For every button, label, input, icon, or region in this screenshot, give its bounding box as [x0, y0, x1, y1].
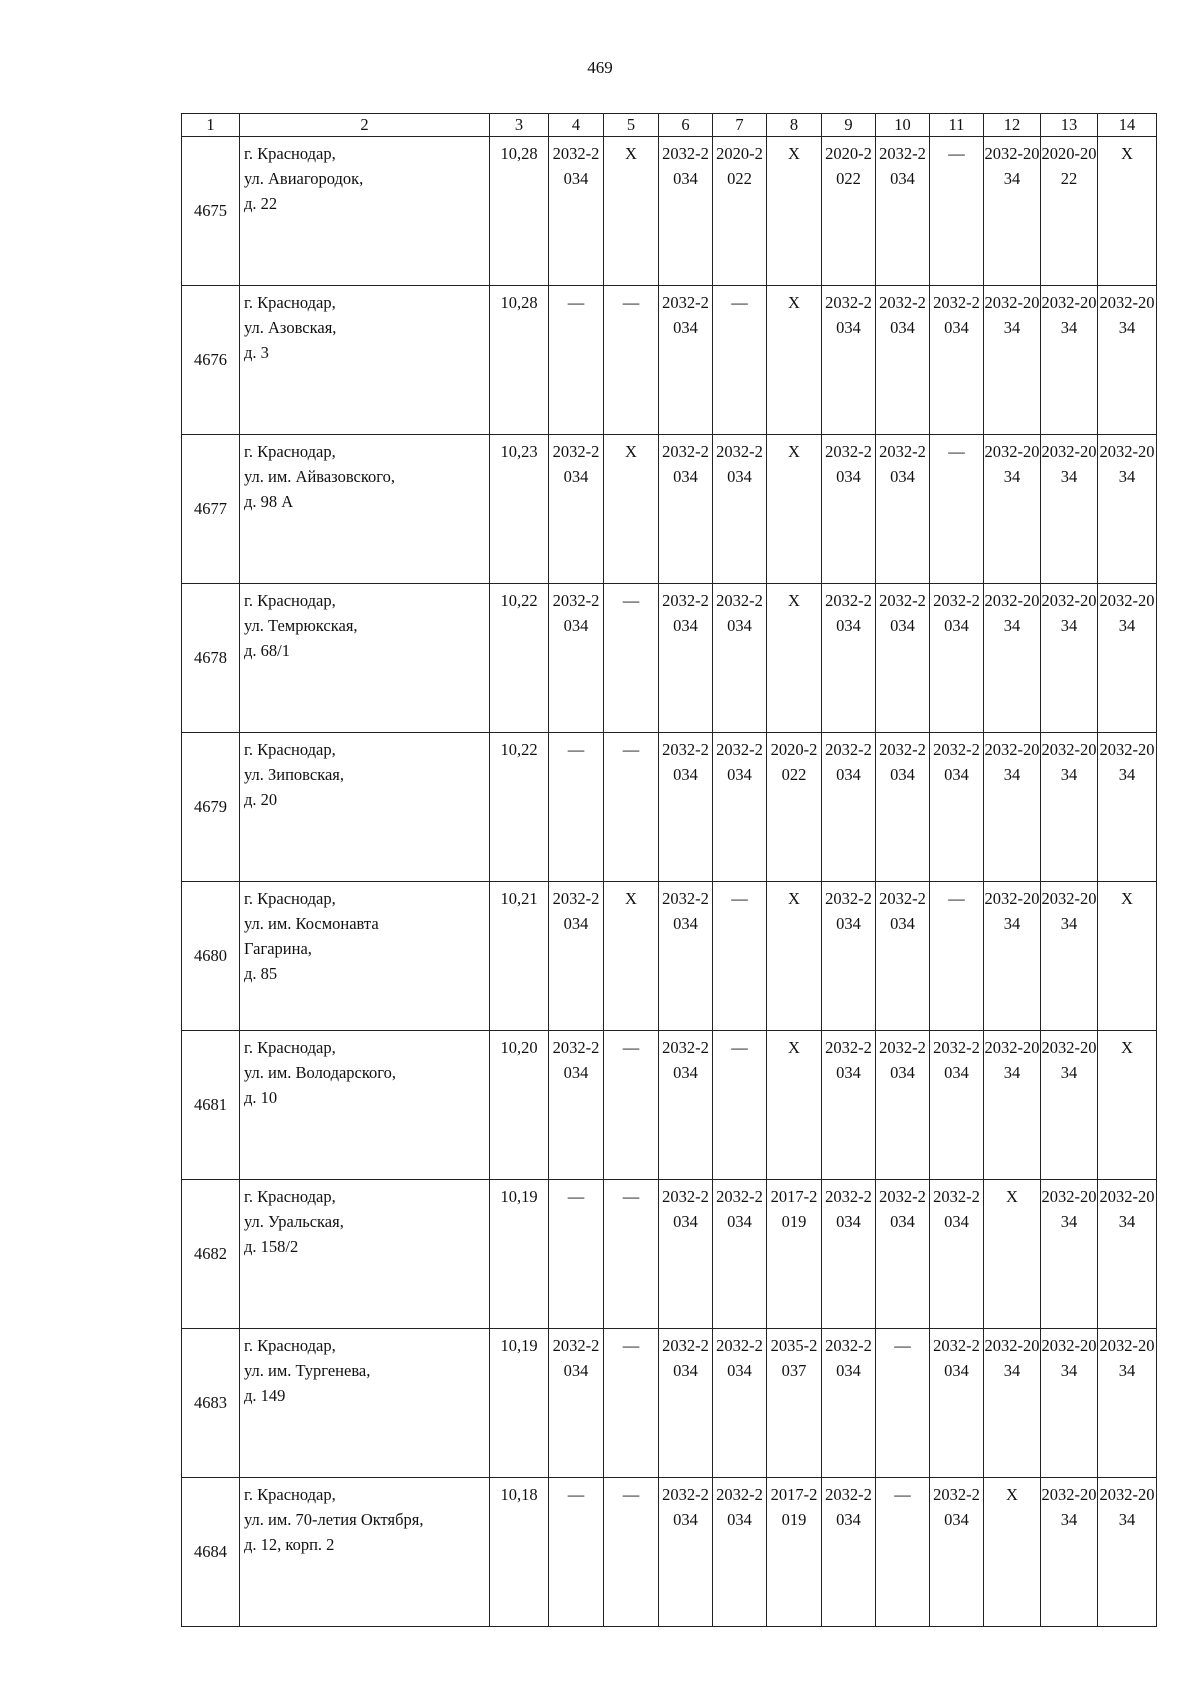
address-line: г. Краснодар, — [244, 1485, 336, 1504]
table-row — [182, 584, 1157, 733]
period-cell: 2032-2034 — [822, 1180, 876, 1329]
period-cell: Х — [1098, 1031, 1157, 1180]
column-header: 5 — [604, 114, 659, 137]
address-cell — [240, 286, 490, 435]
address-line: г. Краснодар, — [244, 1336, 336, 1355]
address-line: г. Краснодар, — [244, 442, 336, 461]
period-cell: 2032-2034 — [984, 733, 1041, 882]
address-line: ул. им. 70-летия Октября, — [244, 1510, 424, 1529]
period-cell: 2032-2034 — [1098, 286, 1157, 435]
period-cell: — — [604, 733, 659, 882]
address-line: д. 10 — [244, 1088, 278, 1107]
period-cell: 2032-2034 — [984, 286, 1041, 435]
address-line: ул. Уральская, — [244, 1212, 344, 1231]
period-cell: 2032-2034 — [930, 1180, 984, 1329]
area-cell: 10,21 — [490, 882, 549, 1031]
period-cell: 2032-2034 — [984, 435, 1041, 584]
area-cell: 10,18 — [490, 1478, 549, 1627]
period-cell: 2032-2034 — [1041, 882, 1098, 1031]
area-cell: 10,28 — [490, 137, 549, 286]
period-cell: 2032-2034 — [1098, 733, 1157, 882]
period-cell: 2017-2019 — [767, 1180, 822, 1329]
period-cell: — — [604, 1329, 659, 1478]
address-line: д. 12, корп. 2 — [244, 1535, 335, 1554]
address-line: д. 158/2 — [244, 1237, 299, 1256]
column-header: 2 — [240, 114, 490, 137]
address-line: ул. им. Айвазовского, — [244, 467, 396, 486]
period-cell: 2032-2034 — [822, 286, 876, 435]
period-cell: 2032-2034 — [822, 1329, 876, 1478]
period-cell: 2032-2034 — [876, 1031, 930, 1180]
period-cell: 2032-2034 — [1098, 1478, 1157, 1627]
period-cell: 2032-2034 — [984, 137, 1041, 286]
period-cell: — — [876, 1329, 930, 1478]
period-cell: 2035-2037 — [767, 1329, 822, 1478]
address-line: д. 68/1 — [244, 641, 290, 660]
period-cell: 2032-2034 — [1041, 1329, 1098, 1478]
column-header: 11 — [930, 114, 984, 137]
address-cell — [240, 584, 490, 733]
address-cell — [240, 882, 490, 1031]
address-line: ул. Зиповская, — [244, 765, 345, 784]
period-cell: 2032-2034 — [930, 286, 984, 435]
period-cell: — — [549, 733, 604, 882]
column-header: 10 — [876, 114, 930, 137]
period-cell: 2032-2034 — [549, 1329, 604, 1478]
column-header: 6 — [659, 114, 713, 137]
period-cell: — — [604, 584, 659, 733]
period-cell: Х — [604, 882, 659, 1031]
address-line: ул. Азовская, — [244, 318, 337, 337]
register-table — [181, 113, 1157, 1627]
period-cell: Х — [984, 1478, 1041, 1627]
address-cell — [240, 1180, 490, 1329]
period-cell: 2032-2034 — [876, 1180, 930, 1329]
period-cell: 2032-2034 — [659, 1478, 713, 1627]
period-cell: — — [713, 882, 767, 1031]
period-cell: 2032-2034 — [876, 286, 930, 435]
period-cell: 2032-2034 — [822, 733, 876, 882]
period-cell: 2032-2034 — [1098, 1329, 1157, 1478]
area-cell: 10,28 — [490, 286, 549, 435]
period-cell: — — [604, 1031, 659, 1180]
period-cell: 2032-2034 — [659, 882, 713, 1031]
period-cell: 2032-2034 — [1098, 435, 1157, 584]
period-cell: Х — [984, 1180, 1041, 1329]
period-cell: — — [604, 286, 659, 435]
column-header: 3 — [490, 114, 549, 137]
period-cell: 2032-2034 — [713, 435, 767, 584]
address-line: ул. Темрюкская, — [244, 616, 358, 635]
period-cell: 2032-2034 — [984, 882, 1041, 1031]
period-cell: 2032-2034 — [1041, 1478, 1098, 1627]
period-cell: 2020-2022 — [1041, 137, 1098, 286]
address-line: д. 20 — [244, 790, 278, 809]
period-cell: — — [930, 137, 984, 286]
period-cell: — — [549, 1478, 604, 1627]
address-line: д. 85 — [244, 964, 278, 983]
period-cell: Х — [767, 1031, 822, 1180]
period-cell: 2032-2034 — [549, 584, 604, 733]
page-number: 469 — [587, 58, 613, 77]
period-cell: — — [549, 286, 604, 435]
row-number: 4681 — [182, 1031, 240, 1180]
address-line: г. Краснодар, — [244, 144, 336, 163]
column-header: 8 — [767, 114, 822, 137]
address-line: Гагарина, — [244, 939, 312, 958]
address-line: г. Краснодар, — [244, 889, 336, 908]
table-row — [182, 733, 1157, 882]
period-cell: 2017-2019 — [767, 1478, 822, 1627]
period-cell: 2032-2034 — [930, 1031, 984, 1180]
period-cell: 2032-2034 — [713, 1180, 767, 1329]
period-cell: 2032-2034 — [1041, 733, 1098, 882]
period-cell: 2032-2034 — [659, 435, 713, 584]
table-row — [182, 435, 1157, 584]
row-number: 4683 — [182, 1329, 240, 1478]
period-cell: 2032-2034 — [659, 1031, 713, 1180]
period-cell: — — [713, 286, 767, 435]
address-line: г. Краснодар, — [244, 591, 336, 610]
period-cell: 2032-2034 — [930, 733, 984, 882]
address-line: ул. им. Володарского, — [244, 1063, 397, 1082]
period-cell: — — [930, 882, 984, 1031]
period-cell: 2032-2034 — [549, 882, 604, 1031]
address-line: д. 149 — [244, 1386, 286, 1405]
column-header: 13 — [1041, 114, 1098, 137]
period-cell: 2032-2034 — [1041, 584, 1098, 733]
header-row — [182, 114, 1157, 137]
address-cell — [240, 1329, 490, 1478]
table-row — [182, 137, 1157, 286]
address-line: г. Краснодар, — [244, 1187, 336, 1206]
column-header: 4 — [549, 114, 604, 137]
period-cell: Х — [1098, 882, 1157, 1031]
period-cell: 2032-2034 — [822, 584, 876, 733]
period-cell: 2032-2034 — [822, 435, 876, 584]
period-cell: 2032-2034 — [876, 137, 930, 286]
address-line: ул. им. Космонавта — [244, 914, 379, 933]
address-line: ул. им. Тургенева, — [244, 1361, 371, 1380]
area-cell: 10,19 — [490, 1329, 549, 1478]
table-row — [182, 1180, 1157, 1329]
period-cell: 2032-2034 — [984, 584, 1041, 733]
period-cell: — — [604, 1180, 659, 1329]
period-cell: 2032-2034 — [1041, 1180, 1098, 1329]
period-cell: 2032-2034 — [659, 733, 713, 882]
period-cell: — — [713, 1031, 767, 1180]
address-line: г. Краснодар, — [244, 740, 336, 759]
period-cell: 2032-2034 — [1041, 1031, 1098, 1180]
period-cell: 2032-2034 — [876, 435, 930, 584]
address-line: г. Краснодар, — [244, 1038, 336, 1057]
period-cell: 2032-2034 — [984, 1031, 1041, 1180]
table-row — [182, 1478, 1157, 1627]
period-cell: 2032-2034 — [930, 584, 984, 733]
period-cell: — — [604, 1478, 659, 1627]
area-cell: 10,20 — [490, 1031, 549, 1180]
period-cell: Х — [604, 137, 659, 286]
table-row — [182, 1329, 1157, 1478]
period-cell: 2032-2034 — [549, 1031, 604, 1180]
period-cell: 2032-2034 — [713, 1329, 767, 1478]
row-number: 4676 — [182, 286, 240, 435]
period-cell: 2032-2034 — [1098, 1180, 1157, 1329]
column-header: 1 — [182, 114, 240, 137]
period-cell: 2032-2034 — [822, 1031, 876, 1180]
area-cell: 10,22 — [490, 733, 549, 882]
row-number: 4677 — [182, 435, 240, 584]
row-number: 4684 — [182, 1478, 240, 1627]
period-cell: 2032-2034 — [713, 584, 767, 733]
period-cell: 2032-2034 — [1098, 584, 1157, 733]
table-row — [182, 1031, 1157, 1180]
period-cell: 2032-2034 — [930, 1329, 984, 1478]
period-cell: 2032-2034 — [549, 435, 604, 584]
period-cell: 2020-2022 — [822, 137, 876, 286]
area-cell: 10,19 — [490, 1180, 549, 1329]
row-number: 4679 — [182, 733, 240, 882]
address-cell — [240, 137, 490, 286]
column-header: 7 — [713, 114, 767, 137]
period-cell: 2032-2034 — [876, 584, 930, 733]
period-cell: Х — [767, 584, 822, 733]
column-header: 12 — [984, 114, 1041, 137]
address-cell — [240, 1478, 490, 1627]
period-cell: 2032-2034 — [659, 1180, 713, 1329]
address-cell — [240, 435, 490, 584]
period-cell: 2020-2022 — [713, 137, 767, 286]
address-line: д. 22 — [244, 194, 278, 213]
period-cell: 2032-2034 — [822, 1478, 876, 1627]
column-header: 14 — [1098, 114, 1157, 137]
period-cell: Х — [767, 882, 822, 1031]
address-cell — [240, 1031, 490, 1180]
period-cell: Х — [604, 435, 659, 584]
period-cell: 2032-2034 — [659, 1329, 713, 1478]
period-cell: 2032-2034 — [549, 137, 604, 286]
period-cell: 2032-2034 — [930, 1478, 984, 1627]
address-line: г. Краснодар, — [244, 293, 336, 312]
period-cell: 2032-2034 — [1041, 435, 1098, 584]
area-cell: 10,23 — [490, 435, 549, 584]
period-cell: 2032-2034 — [713, 733, 767, 882]
period-cell: 2032-2034 — [822, 882, 876, 1031]
period-cell: 2020-2022 — [767, 733, 822, 882]
row-number: 4680 — [182, 882, 240, 1031]
row-number: 4682 — [182, 1180, 240, 1329]
period-cell: — — [876, 1478, 930, 1627]
address-line: д. 98 А — [244, 492, 294, 511]
address-line: д. 3 — [244, 343, 269, 362]
row-number: 4678 — [182, 584, 240, 733]
period-cell: 2032-2034 — [1041, 286, 1098, 435]
address-line: ул. Авиагородок, — [244, 169, 364, 188]
period-cell: 2032-2034 — [876, 882, 930, 1031]
row-number: 4675 — [182, 137, 240, 286]
address-cell — [240, 733, 490, 882]
period-cell: — — [930, 435, 984, 584]
column-header: 9 — [822, 114, 876, 137]
period-cell: Х — [767, 435, 822, 584]
period-cell: 2032-2034 — [659, 584, 713, 733]
period-cell: 2032-2034 — [713, 1478, 767, 1627]
period-cell: Х — [767, 286, 822, 435]
period-cell: 2032-2034 — [984, 1329, 1041, 1478]
area-cell: 10,22 — [490, 584, 549, 733]
period-cell: Х — [1098, 137, 1157, 286]
period-cell: 2032-2034 — [876, 733, 930, 882]
period-cell: Х — [767, 137, 822, 286]
table-row — [182, 286, 1157, 435]
period-cell: 2032-2034 — [659, 286, 713, 435]
period-cell: — — [549, 1180, 604, 1329]
table-row — [182, 882, 1157, 1031]
period-cell: 2032-2034 — [659, 137, 713, 286]
